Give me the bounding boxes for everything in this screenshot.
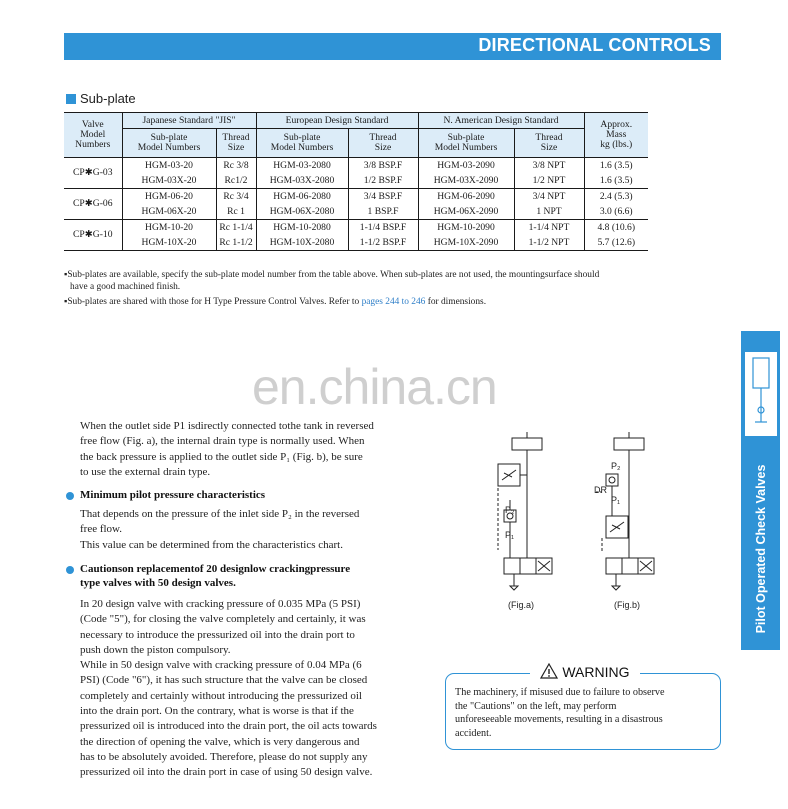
note-subplate-available: ▪Sub-plates are available, specify the sub-plate model number from the table above. When sub-plates are not used, the mountingsurface should xyxy=(64,270,600,280)
table-cell: HGM-10-2080 xyxy=(256,220,348,236)
table-cell: Rc 3/4 xyxy=(216,189,256,205)
subplate-table xyxy=(64,112,648,251)
table-cell: 3/4 BSP.F xyxy=(348,189,418,205)
table-cell: HGM-03X-2080 xyxy=(256,173,348,189)
table-cell: 1-1/4 BSP.F xyxy=(348,220,418,236)
header-eu-model: Sub-plate Model Numbers xyxy=(256,129,348,158)
table-cell: 2.4 (5.3) xyxy=(584,189,648,205)
header-valve-model: Valve Model Numbers xyxy=(64,113,122,158)
table-cell: HGM-03-2090 xyxy=(418,158,514,174)
fig-b-p2-label: P₂ xyxy=(611,461,621,471)
table-cell: 1.6 (3.5) xyxy=(584,158,648,174)
header-jis-thread: Thread Size xyxy=(216,129,256,158)
side-tab-label: Pilot Operated Check Valves xyxy=(753,464,768,634)
table-cell: HGM-06-20 xyxy=(122,189,216,205)
warning-text: The machinery, if misused due to failure to observe the "Cautions" on the left, may perform unforeseeable movements, resulting in a disastrous accident. xyxy=(455,687,665,739)
section-square-icon xyxy=(66,94,76,104)
table-cell: 3/8 NPT xyxy=(514,158,584,174)
table-cell: Rc 3/8 xyxy=(216,158,256,174)
header-eu-thread: Thread Size xyxy=(348,129,418,158)
intro-paragraph: When the outlet side P1 isdirectly connected tothe tank in reversed free flow (Fig. a), the internal drain type is normally used. When the back pressure is applied to the outlet side P₁ (Fig. b), be sure to use the external drain type. xyxy=(80,420,374,478)
table-cell: 1/2 NPT xyxy=(514,173,584,189)
valve-model-cell: CP✱G-03 xyxy=(73,167,113,178)
table-cell: HGM-03-2080 xyxy=(256,158,348,174)
table-cell: 1 BSP.F xyxy=(348,204,418,220)
fig-b-p1-label: P₁ xyxy=(611,495,621,505)
table-cell: 1/2 BSP.F xyxy=(348,173,418,189)
table-cell: 3.0 (6.6) xyxy=(584,204,648,220)
bullet-icon xyxy=(66,492,74,500)
fig-b-dr-label: DR xyxy=(594,485,607,495)
table-cell: 1-1/2 BSP.F xyxy=(348,235,418,251)
table-cell: HGM-06-2090 xyxy=(418,189,514,205)
section-heading xyxy=(66,91,136,106)
table-cell: HGM-10X-2090 xyxy=(418,235,514,251)
warning-triangle-icon xyxy=(540,663,558,679)
fig-b-circuit xyxy=(596,432,654,590)
cautions-paragraph: In 20 design valve with cracking pressure of 0.035 MPa (5 PSI) (Code "5"), for closing the valve completely and certainly, it was necessary to introduce the pressurized oil into the drain port to push down the piston compulsory. While in 50 design valve with cracking pressure of 0.04 MPa (6 PSI) (Code "6"), it has such structure that the valve can be closed completely and certainly without introducing the pressurized oil into the drain port. On the contrary, what is worse is that if the pressurized oil is introduced into the drain port, the oil acts towards the direction of opening the valve, which is very dangerous and has to be absolutely avoided. Therefore, please do not supply any pressurized oil into the drain port in case of using 50 design valve. xyxy=(80,598,377,779)
table-cell: Rc 1-1/2 xyxy=(216,235,256,251)
bullet-icon xyxy=(66,566,74,574)
side-tab-label-wrap xyxy=(741,331,780,650)
header-jis: Japanese Standard "JIS" xyxy=(122,113,256,129)
note-subplate-shared: ▪Sub-plates are shared with those for H Type Pressure Control Valves. Refer to pages 244 to 246 for dimensions. xyxy=(64,297,487,307)
section-title: Sub-plate xyxy=(80,91,136,106)
page-title: DIRECTIONAL CONTROLS xyxy=(478,35,711,55)
fig-a-p2-label: P₂ xyxy=(505,505,515,515)
table-cell: Rc1/2 xyxy=(216,173,256,189)
valve-model-cell: CP✱G-10 xyxy=(64,220,122,251)
fig-b-caption: (Fig.b) xyxy=(614,600,641,610)
fig-a-caption: (Fig.a) xyxy=(508,600,535,610)
table-cell: 1-1/4 NPT xyxy=(514,220,584,236)
note-subplate-available-cont: have a good machined finish. xyxy=(70,282,181,292)
header-na-thread: Thread Size xyxy=(514,129,584,158)
table-cell: HGM-03X-20 xyxy=(122,173,216,189)
min-pilot-paragraph: That depends on the pressure of the inlet side P₂ in the reversed free flow. This value can be determined from the characteristics chart. xyxy=(80,508,360,551)
table-cell: HGM-10-20 xyxy=(122,220,216,236)
header-european: European Design Standard xyxy=(256,113,418,129)
table-cell: 1-1/2 NPT xyxy=(514,235,584,251)
table-cell: 3/8 BSP.F xyxy=(348,158,418,174)
table-cell: HGM-06X-2090 xyxy=(418,204,514,220)
watermark: en.china.cn xyxy=(252,359,497,415)
table-cell: HGM-10X-20 xyxy=(122,235,216,251)
header-american: N. American Design Standard xyxy=(418,113,584,129)
table-cell: 1.6 (3.5) xyxy=(584,173,648,189)
header-jis-model: Sub-plate Model Numbers xyxy=(122,129,216,158)
fig-a-p1-label: P₁ xyxy=(505,530,515,540)
min-pilot-heading: Minimum pilot pressure characteristics xyxy=(80,489,266,501)
table-cell: HGM-10X-2080 xyxy=(256,235,348,251)
pages-link[interactable]: pages 244 to 246 xyxy=(361,297,426,307)
table-cell: HGM-06X-2080 xyxy=(256,204,348,220)
table-cell: Rc 1 xyxy=(216,204,256,220)
cautions-heading: Cautionson replacementof 20 designlow crackingpressure type valves with 50 design valves. xyxy=(80,563,351,589)
table-cell: 3/4 NPT xyxy=(514,189,584,205)
table-cell: 4.8 (10.6) xyxy=(584,220,648,236)
table-cell: 1 NPT xyxy=(514,204,584,220)
header-mass: Approx. Mass kg (lbs.) xyxy=(584,113,648,158)
hydraulic-diagram xyxy=(490,430,670,600)
table-cell: 5.7 (12.6) xyxy=(584,235,648,251)
table-cell: HGM-06X-20 xyxy=(122,204,216,220)
header-bar xyxy=(64,33,721,60)
table-cell: HGM-06-2080 xyxy=(256,189,348,205)
table-cell: HGM-10-2090 xyxy=(418,220,514,236)
table-cell: HGM-03X-2090 xyxy=(418,173,514,189)
table-cell: HGM-03-20 xyxy=(122,158,216,174)
warning-title: WARNING xyxy=(530,663,640,680)
valve-model-cell: CP✱G-06 xyxy=(64,189,122,220)
header-na-model: Sub-plate Model Numbers xyxy=(418,129,514,158)
table-cell: Rc 1-1/4 xyxy=(216,220,256,236)
